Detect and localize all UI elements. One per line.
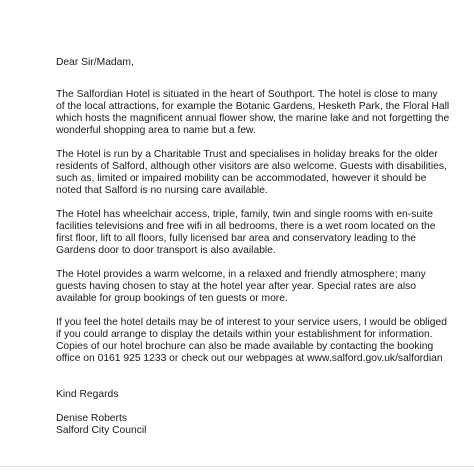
signature-name: Denise Roberts bbox=[56, 413, 127, 424]
paragraph-line: residents of Salford, although other visitors are also welcome. Guests with disabilities, bbox=[56, 161, 447, 172]
paragraph-line: Copies of our hotel brochure can also be made available by contacting the booking bbox=[56, 341, 434, 352]
paragraph-location bbox=[56, 89, 456, 137]
letter-body bbox=[56, 57, 456, 437]
paragraph-line: available for group bookings of ten guests or more. bbox=[56, 293, 288, 304]
paragraph-line: noted that Salford is no nursing care available. bbox=[56, 185, 268, 196]
signature-block bbox=[56, 413, 456, 437]
paragraph-line: guests having chosen to stay at the hotel year after year. Special rates are also bbox=[56, 281, 417, 292]
paragraph-line: The Hotel provides a warm welcome, in a relaxed and friendly atmosphere; many bbox=[56, 269, 426, 280]
paragraph-line: if you could arrange to display the details within your establishment for information. bbox=[56, 329, 433, 340]
paragraph-line: wonderful shopping area to name but a few. bbox=[56, 125, 256, 136]
paragraph-line: office on 0161 925 1233 or check out our webpages at www.salford.gov.uk/salfordian bbox=[56, 353, 443, 364]
paragraph-line: of the local attractions, for example the Botanic Gardens, Hesketh Park, the Floral Hall bbox=[56, 101, 450, 112]
paragraph-facilities bbox=[56, 209, 456, 257]
paragraph-line: such as, limited or impaired mobility can be accommodated, however it should be bbox=[56, 173, 427, 184]
paragraph-line: facilities televisions and free wifi in all bedrooms, there is a wet room located on the bbox=[56, 221, 436, 232]
paragraph-contact bbox=[56, 317, 456, 365]
page-bottom-edge bbox=[0, 466, 474, 467]
paragraph-line: which hosts the magnificent annual flower show, the marine lake and not forgetting the bbox=[56, 113, 450, 124]
closing: Kind Regards bbox=[56, 389, 119, 400]
paragraph-welcome bbox=[56, 269, 456, 305]
paragraph-line: If you feel the hotel details may be of interest to your service users, I would be obliged bbox=[56, 317, 447, 328]
paragraph-trust bbox=[56, 149, 456, 197]
salutation: Dear Sir/Madam, bbox=[56, 57, 134, 68]
paragraph-line: The Hotel is run by a Charitable Trust and specialises in holiday breaks for the older bbox=[56, 149, 438, 160]
paragraph-line: Gardens door to door transport is also available. bbox=[56, 245, 276, 256]
paragraph-line: The Hotel has wheelchair access, triple, family, twin and single rooms with en-suite bbox=[56, 209, 433, 220]
signature-organization: Salford City Council bbox=[56, 425, 147, 436]
paragraph-line: first floor, lift to all floors, fully licensed bar area and conservatory leading to the bbox=[56, 233, 417, 244]
paragraph-line: The Salfordian Hotel is situated in the heart of Southport. The hotel is close to many bbox=[56, 89, 438, 100]
